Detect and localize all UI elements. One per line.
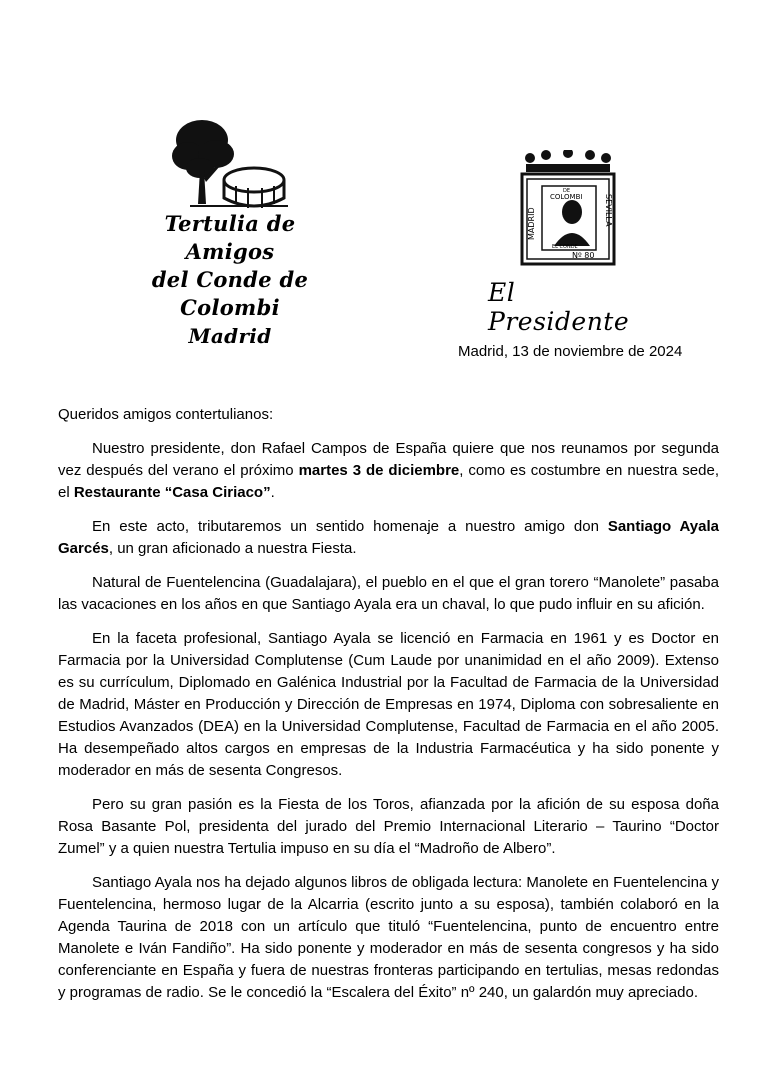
logo-line-1: Tertulia de Amigos xyxy=(164,211,296,264)
paragraph-3: Natural de Fuentelencina (Guadalajara), el pueblo en el que el gran torero “Manolete” pasaba las vacaciones en los años en que Santiago Ayala era un chaval, lo que pudo influir en su afición. xyxy=(58,574,719,613)
seal-text-left: MADRID xyxy=(527,207,536,240)
paragraph-5: Pero su gran pasión es la Fiesta de los Toros, afianzada por la afición de su esposa doña Rosa Basante Pol, presidenta del jurado del Premio Internacional Literario – Taurino “Doctor Zumel” y a quien nuestra Tertulia impuso en su día el “Madroño de Albero”. xyxy=(58,796,719,857)
honoree-name: Santiago Ayala Garcés xyxy=(58,518,719,557)
p1-text-a: Nuestro presidente, don Rafael Campos de España quiere que nos reunamos por segunda vez después del verano el próximo xyxy=(58,440,719,479)
conde-colombi-seal xyxy=(516,150,620,266)
logo-lettering xyxy=(130,210,330,350)
tertulia-logo xyxy=(130,118,330,348)
seal-text-number: Nº 80 xyxy=(572,251,595,260)
paragraph-1 xyxy=(58,438,719,504)
seal-text-de: DE xyxy=(563,188,571,194)
p1-text-c: , como es costumbre en nuestra sede, el xyxy=(58,462,719,501)
restaurant-name: Restaurante “Casa Ciriaco” xyxy=(73,484,271,501)
paragraph-2 xyxy=(58,516,719,560)
madrono-tree-icon xyxy=(170,118,290,210)
meeting-date: martes 3 de diciembre xyxy=(298,462,460,479)
logo-line-2: del Conde de Colombi xyxy=(151,267,309,320)
seal-text-right: SEVILLA xyxy=(604,194,613,227)
seal-text-conde: EL CONDE xyxy=(552,244,578,250)
salutation: Queridos amigos contertulianos: xyxy=(58,406,274,423)
paragraph-4: En la faceta profesional, Santiago Ayala se licenció en Farmacia en 1961 y es Doctor en Farmacia por la Universidad Complutense (Cum Laude por unanimidad en el año 2009). Extenso es su currículum, Diplomado en Galénica Industrial por la Facultad de Farmacia de la Universidad de Madrid, Máster en Producción y Dirección de Empresas en 1974, Diploma con sobresaliente en Estudios Avanzados (DEA) en la Universidad Complutense, Facultad de Farmacia en el año 2005. Ha desempeñado altos cargos en empresas de la Industria Farmacéutica y ha sido ponente y moderador en más de sesenta Congresos. xyxy=(58,630,719,779)
p2-text-a: En este acto, tributaremos un sentido homenaje a nuestro amigo don xyxy=(92,518,608,535)
date-line: Madrid, 13 de noviembre de 2024 xyxy=(458,343,683,360)
signature-title: El Presidente xyxy=(488,278,630,336)
p2-text-c: , un gran aficionado a nuestra Fiesta. xyxy=(108,540,357,557)
letter-body xyxy=(58,404,719,1016)
paragraph-6: Santiago Ayala nos ha dejado algunos libros de obligada lectura: Manolete en Fuentelencina y Fuentelencina, hermoso lugar de la Alcarria (escrito junto a su esposa), también colaboró en la Agenda Taurina de 2018 con un artículo que tituló “Fuentelencina, punto de encuentro entre Manolete e Iván Fandiño”. Ha sido ponente y moderador en más de sesenta congresos y ha sido conferenciante en España y fuera de nuestras fronteras participando en tertulias, mesas redondas y programas de radio. Se le concedió la “Escalera del Éxito” nº 240, un galardón muy apreciado. xyxy=(58,874,719,1001)
p1-text-d: . xyxy=(270,484,275,501)
logo-line-3: Madrid xyxy=(188,324,272,348)
seal-text-colombi: COLOMBI xyxy=(550,193,583,201)
